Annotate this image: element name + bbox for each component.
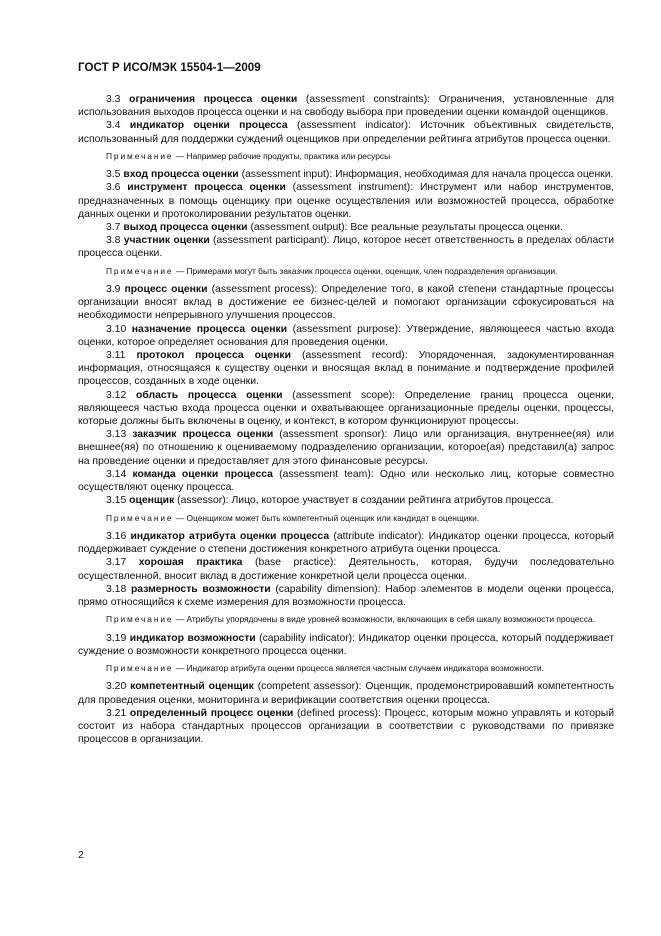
entry-definition: Инструмент или набор инструментов, предназначенных в помощь оценщику при оценке осуществления или возможностей процесса, обработке данных оценки и протоколировании результатов оценки. [78,182,615,220]
entry-term: индикатор атрибута оценки процесса [130,530,330,542]
definition-entry [78,119,614,145]
entry-number: 3.18 [106,583,127,595]
entry-number: 3.15 [106,495,127,507]
entry-definition: Лицо или организация, внутреннее(яя) или внешнее(яя) по отношению к оцениваемому подразделению организации, которое(ая) представил(а) запрос на проведение оценки и предоставляет для этого финансовые ресурсы. [78,429,615,467]
entry-number: 3.11 [106,350,126,362]
entry-term: назначение процесса оценки [131,323,288,335]
entry-number: 3.7 [106,222,121,234]
entry-english-term: (assessment process): [211,284,318,296]
note [78,266,614,277]
entry-english-term: (assessment participant): [213,235,330,247]
definition-entry [78,168,614,181]
entry-definition: Лицо, которое участвует в создании рейтинга атрибутов процесса. [231,495,554,507]
entry-number: 3.3 [106,94,121,105]
entry-term: хорошая практика [138,557,243,569]
entry-english-term: (assessment record): [301,350,408,362]
entry-definition: Определение границ процесса оценки, являющееся частью входа процесса оценки и охватывающее организационные пределы оценки, процессы, которые должны быть включены в оценку, и контекст, в котором функционируют процессы. [78,389,614,428]
note-text: — Индикатор атрибута оценки процесса является частным случаем индикатора возможности. [175,662,544,673]
entry-english-term: (capability indicator): [259,632,356,644]
entry-term: ограничения процесса оценки [129,94,298,105]
entry-term: процесс оценки [124,284,208,296]
note [78,513,614,524]
note [78,151,614,162]
entry-number: 3.17 [106,557,127,569]
entry-english-term: (assessment instrument): [292,182,414,194]
entry-number: 3.13 [106,429,127,441]
entry-english-term: (assessment output): [250,222,348,234]
entry-definition: Ограничения, установленные для использования выходов процесса оценки и на свободу выбора при проведении оценки командой оценщиков. [78,94,615,119]
note-text: — Примерами могут быть заказчик процесса оценки, оценщик, член подразделения организации. [175,265,558,276]
entry-english-term: (assessment scope): [292,389,396,401]
entry-english-term: (defined process): [296,707,381,719]
entry-definition: Все реальные результаты процесса оценки. [350,222,563,234]
entry-term: заказчик процесса оценки [132,429,274,441]
entry-definition: Определение того, в какой степени стандартные процессы организации вносят вклад в достижение ее бизнес-целей и помогают организации сфокусироваться на необходимости непрерывного улучшения процессов. [78,284,615,322]
entry-english-term: (base practice): [255,557,337,569]
note-label: Примечание [106,265,174,276]
definition-entry [78,583,614,609]
definition-entry [78,234,614,260]
entry-english-term: (assessment indicator): [296,120,411,132]
entry-english-term: (competent assessor): [257,681,362,693]
entry-definition: Лицо, которое несет ответственность в пределах области процесса оценки. [78,235,614,260]
entry-definition: Одно или несколько лиц, которые совместно осуществляют оценку процесса. [78,468,615,494]
entry-definition: Утверждение, являющееся частью входа оценки, которое определяет основания для проведения оценки. [78,323,615,348]
entry-english-term: (assessor): [177,495,229,507]
definition-entry [78,283,614,323]
entry-term: размерность возможности [130,583,271,595]
entry-english-term: (assessment input): [241,169,333,181]
note-label: Примечание [106,512,174,523]
note-label: Примечание [106,150,174,161]
entry-english-term: (attribute indicator): [333,530,425,542]
entry-term: вход процесса оценки [123,169,239,181]
entry-term: оценщик [129,495,175,507]
entry-number: 3.14 [106,468,127,480]
definition-entry [78,632,614,658]
entry-definition: Индикатор оценки процесса, который поддерживает суждение о возможности конкретного процесса оценки. [78,632,614,657]
entry-term: индикатор возможности [129,632,256,644]
definition-entry [78,428,614,468]
entry-number: 3.16 [106,530,127,542]
entry-number: 3.20 [106,681,127,693]
entry-definition: Индикатор оценки процесса, который поддерживает суждение о степени достижения конкретного атрибута оценки процесса. [78,530,615,556]
note-text: — Оценщиком может быть компетентный оценщик или кандидат в оценщики. [175,512,480,523]
document-header: ГОСТ Р ИСО/МЭК 15504-1—2009 [78,62,261,74]
page-number: 2 [78,849,84,861]
entry-definition: Информация, необходимая для начала процесса оценки. [335,169,614,181]
entry-english-term: (assessment team): [279,468,374,480]
entry-number: 3.9 [106,284,121,296]
entry-english-term: (assessment sponsor): [279,429,388,441]
definition-entry [78,181,614,221]
definitions-list [78,93,614,746]
entry-term: инструмент процесса оценки [127,182,286,194]
entry-definition: Оценщик, продемонстрировавший компетентность для проведения оценки, мониторинга и верификации соответствия оценки процесса. [78,681,615,706]
entry-english-term: (assessment constraints): [305,94,431,105]
entry-term: команда оценки процесса [132,468,273,480]
entry-english-term: (capability dimension): [275,583,381,595]
entry-number: 3.4 [106,120,121,132]
definition-entry [78,389,614,429]
entry-number: 3.8 [106,235,121,247]
definition-entry [78,221,614,234]
note-label: Примечание [106,614,174,625]
entry-number: 3.21 [106,707,127,719]
entry-number: 3.10 [106,323,127,335]
entry-number: 3.12 [106,389,127,401]
entry-english-term: (assessment purpose): [292,323,401,335]
entry-number: 3.6 [106,182,121,194]
definition-entry [78,556,614,582]
note-label: Примечание [106,662,174,673]
note-text: — Атрибуты упорядочены в виде уровней возможности, включающих в себя шкалу возможности процесса. [175,614,595,625]
definition-entry [78,530,614,556]
definition-entry [78,468,614,494]
entry-term: компетентный оценщик [130,681,254,693]
entry-definition: Набор элементов в модели оценки процесса, прямо относящийся к схеме измерения для возможности процесса. [78,583,615,608]
entry-definition: Деятельность, которая, будучи последовательно осуществленной, вносит вклад в достижение конкретной цели процесса оценки. [78,557,615,582]
note [78,663,614,674]
definition-entry [78,349,614,389]
entry-term: выход процесса оценки [123,222,248,234]
definition-entry [78,93,614,119]
entry-term: определенный процесс оценки [129,707,294,719]
entry-definition: Упорядоченная, задокументированная информация, относящаяся к существу оценки и вносящая вклад в понимание и подтверждение профилей процессов, созданных в ходе оценки. [78,350,615,388]
entry-number: 3.19 [106,632,127,644]
entry-term: протокол процесса оценки [136,350,291,362]
definition-entry [78,707,614,747]
note [78,614,614,625]
definition-entry [78,680,614,706]
definition-entry [78,323,614,349]
entry-definition: Источник объективных свидетельств, использованный для поддержки суждений оценщиков при определении рейтинга атрибутов процесса оценки. [78,120,615,145]
entry-term: участник оценки [123,235,210,247]
entry-definition: Процесс, которым можно управлять и который состоит из набора стандартных процессов организации в соответствии с руководствами по привязке процессов в организации. [78,707,615,746]
entry-term: область процесса оценки [136,389,283,401]
entry-term: индикатор оценки процесса [129,120,288,132]
note-text: — Например рабочие продукты, практика или ресурсы [175,150,391,161]
entry-number: 3.5 [106,169,121,181]
definition-entry [78,494,614,507]
